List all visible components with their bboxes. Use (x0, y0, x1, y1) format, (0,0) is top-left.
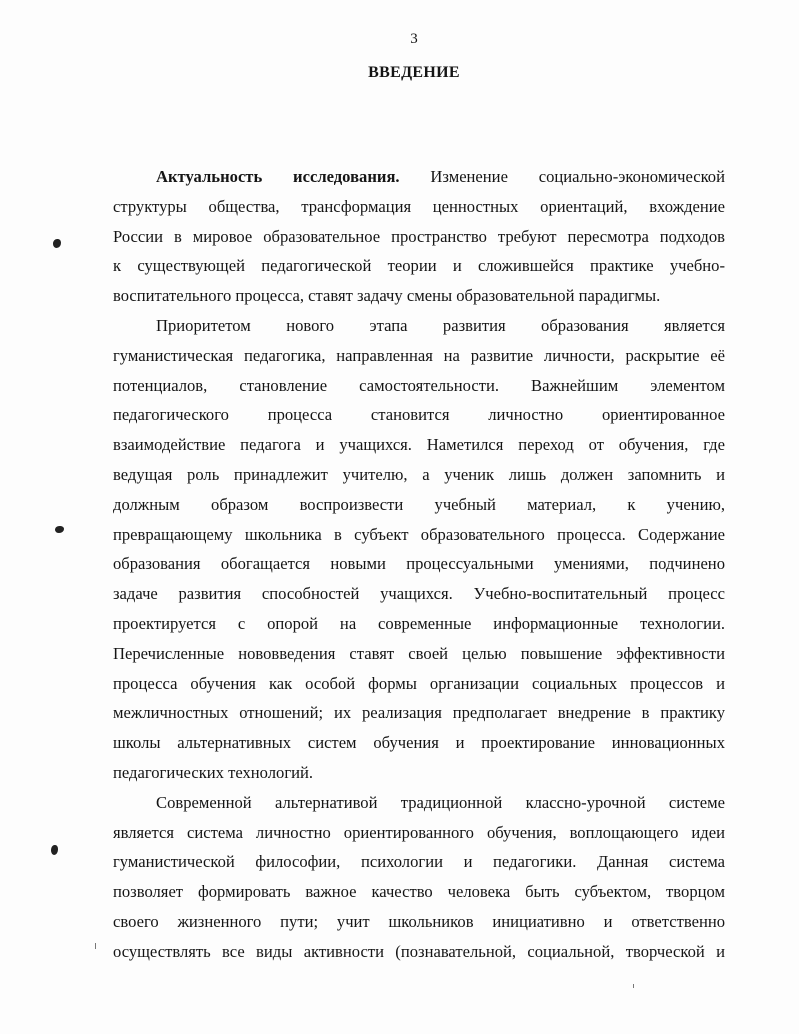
text-line: процесса обучения как особой формы организации социальных процессов и (113, 673, 725, 693)
text-line: структуры общества, трансформация ценностных ориентаций, вхождение (113, 196, 725, 216)
text-line: педагогических технологий. (113, 762, 314, 782)
body-text (113, 162, 725, 967)
text-line: гуманистическая педагогика, направленная на развитие личности, раскрытие её (113, 345, 725, 365)
text-line: педагогического процесса становится личностно ориентированное (113, 405, 725, 425)
text-line: осуществлять все виды активности (познавательной, социальной, творческой и (113, 941, 725, 961)
binder-hole-mark (55, 526, 64, 533)
text-line: является система личностно ориентированного обучения, воплощающего идеи (113, 822, 725, 842)
text-line: школы альтернативных систем обучения и проектирование инновационных (113, 733, 725, 753)
text-line: проектируется с опорой на современные информационные технологии. (113, 613, 725, 633)
text-line: Перечисленные нововведения ставят своей целью повышение эффективности (113, 643, 725, 663)
section-title: ВВЕДЕНИЕ (368, 64, 460, 81)
binder-hole-mark (53, 239, 61, 248)
text-line: превращающему школьника в субъект образовательного процесса. Содержание (113, 524, 725, 544)
text-line: воспитательного процесса, ставят задачу смены образовательной парадигмы. (113, 286, 661, 306)
binder-hole-mark (51, 845, 58, 855)
text-line: потенциалов, становление самостоятельности. Важнейшим элементом (113, 375, 725, 395)
text-line: должным образом воспроизвести учебный материал, к учению, (113, 494, 725, 514)
text-line: задаче развития способностей учащихся. Учебно-воспитательный процесс (113, 584, 725, 604)
text-line (113, 162, 725, 192)
text-line: Приоритетом нового этапа развития образования является (156, 315, 725, 335)
text-line: к существующей педагогической теории и сложившейся практике учебно- (113, 256, 725, 276)
text-line: России в мировое образовательное пространство требуют пересмотра подходов (113, 226, 725, 246)
paragraph-lead: Актуальность исследования. (156, 167, 400, 186)
text-line: межличностных отношений; их реализация предполагает внедрение в практику (113, 703, 725, 723)
paragraph-relevance (113, 162, 725, 311)
text-line: Современной альтернативой традиционной классно-урочной системе (156, 792, 725, 812)
text-line: гуманистической философии, психологии и педагогики. Данная система (113, 852, 725, 872)
text-line: своего жизненного пути; учит школьников инициативно и ответственно (113, 911, 725, 931)
paragraph-alternative (113, 788, 725, 967)
page-number: 3 (410, 31, 418, 47)
text-line: взаимодействие педагога и учащихся. Наметился переход от обучения, где (113, 435, 725, 455)
text-line: позволяет формировать важное качество человека быть субъектом, творцом (113, 882, 725, 902)
text-line: образования обогащается новыми процессуальными умениями, подчинено (113, 554, 725, 574)
scan-artifact (95, 943, 96, 949)
paragraph-priority (113, 311, 725, 788)
text-line-rest: Изменение социально-экономической (399, 167, 725, 186)
text-line: ведущая роль принадлежит учителю, а ученик лишь должен запомнить и (113, 464, 725, 484)
scan-artifact (633, 984, 634, 988)
